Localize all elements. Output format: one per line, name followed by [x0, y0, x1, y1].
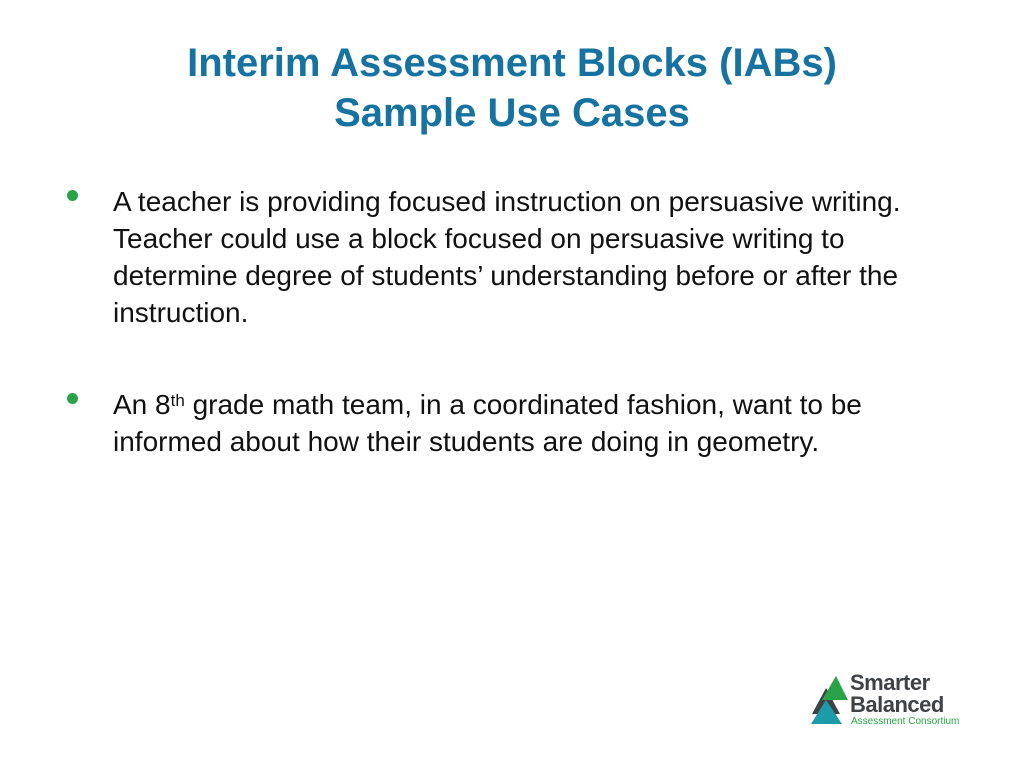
slide-title-line-1: Interim Assessment Blocks (IABs)	[187, 41, 837, 85]
bullet-icon	[67, 190, 78, 201]
logo-wordmark-line-2: Balanced	[850, 692, 944, 717]
slide-title	[60, 38, 964, 138]
bullet-text-2	[113, 386, 973, 460]
logo-tagline: Assessment Consortium	[851, 716, 960, 727]
slide-title-line-2: Sample Use Cases	[334, 91, 690, 135]
bullet-text-2-after: grade math team, in a coordinated fashion, want to be informed about how their students are doing in geometry.	[113, 389, 862, 457]
bullet-text-2-before: An 8	[113, 389, 171, 420]
bullet-text-2-superscript: th	[170, 390, 185, 410]
bullet-text-1: A teacher is providing focused instruction on persuasive writing. Teacher could use a block focused on persuasive writing to determine degree of students’ understanding before or after the instruction.	[113, 186, 901, 328]
smarter-balanced-logo	[810, 670, 985, 730]
bullet-icon	[67, 393, 78, 404]
logo-wordmark-line-1: Smarter	[850, 670, 930, 695]
